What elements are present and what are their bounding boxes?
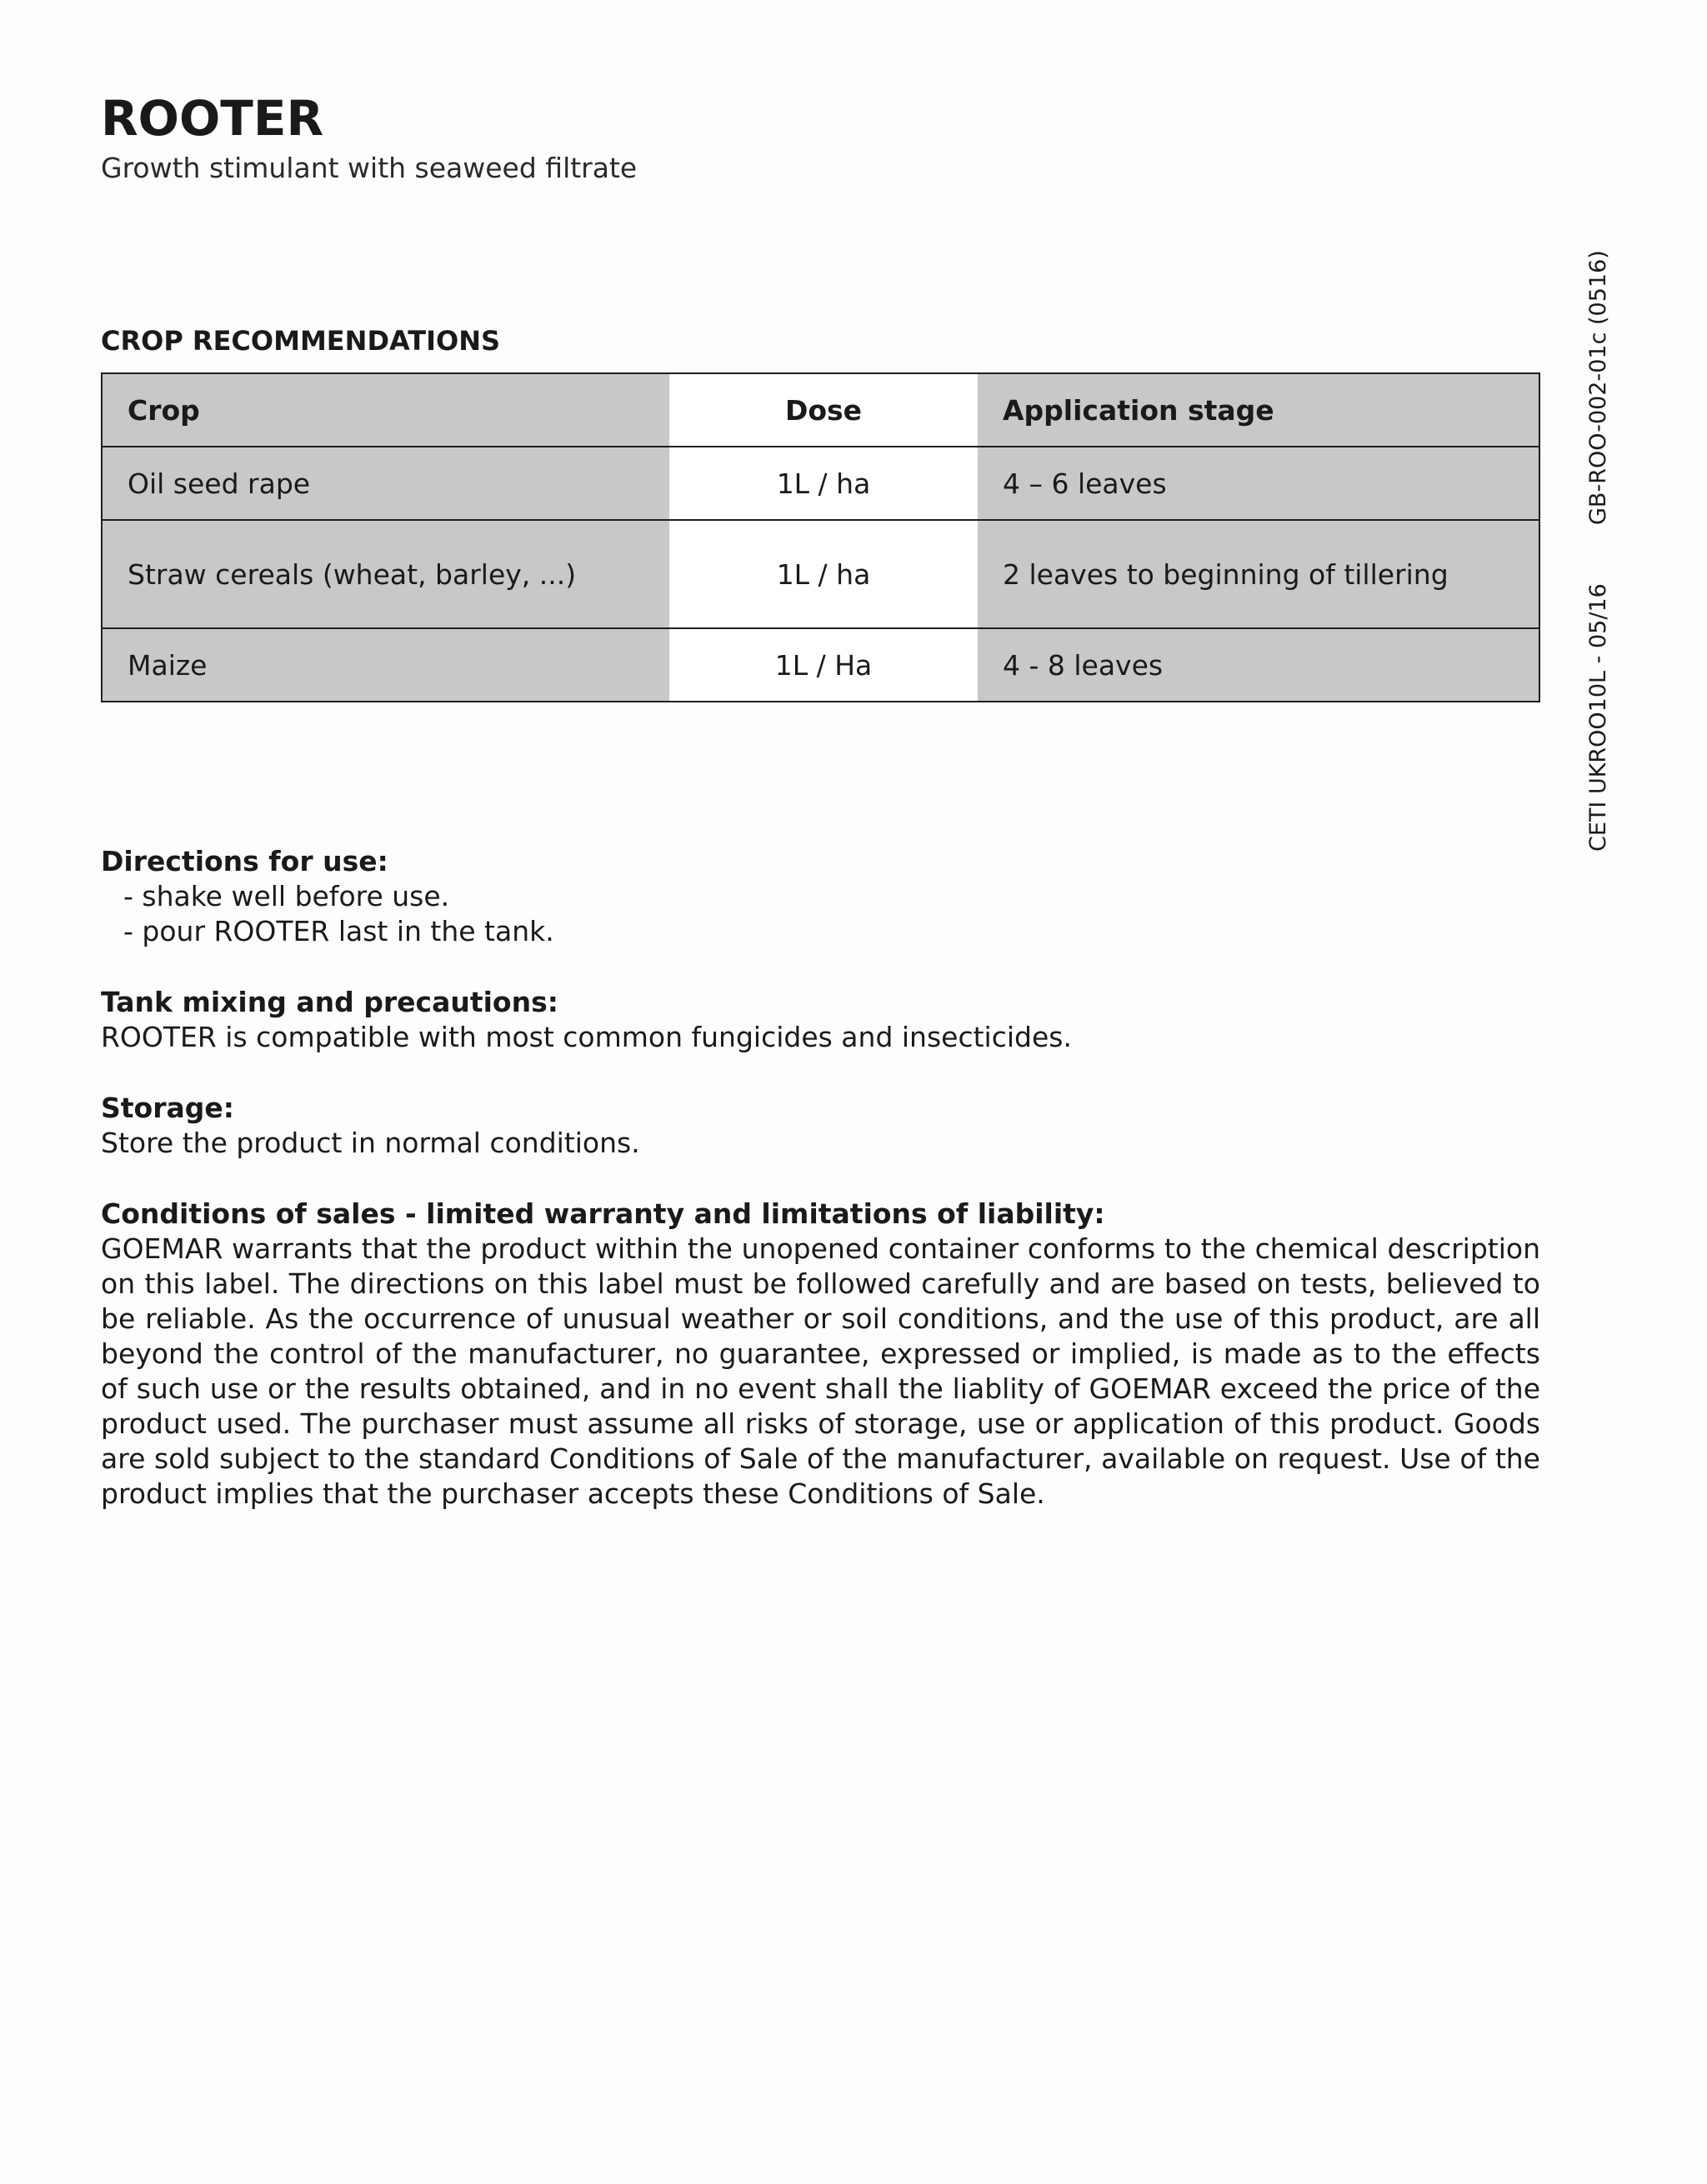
crop-cell: Maize <box>102 628 669 702</box>
crop-recommendations-table <box>101 372 1540 702</box>
crop-cell: Oil seed rape <box>102 447 669 520</box>
stage-cell: 4 – 6 leaves <box>978 447 1539 520</box>
table-header-row <box>102 373 1539 447</box>
directions-section <box>101 844 1540 949</box>
directions-heading: Directions for use: <box>101 845 388 877</box>
tank-mixing-section <box>101 985 1540 1055</box>
directions-item: - shake well before use. <box>123 880 450 912</box>
directions-item: - pour ROOTER last in the tank. <box>123 915 554 947</box>
storage-text: Store the product in normal conditions. <box>101 1127 640 1159</box>
table-row <box>102 447 1539 520</box>
stage-cell: 2 leaves to beginning of tillering <box>978 520 1539 628</box>
column-header-crop: Crop <box>102 373 669 447</box>
dose-cell: 1L / Ha <box>669 628 978 702</box>
product-title: ROOTER <box>101 90 324 147</box>
dose-cell: 1L / ha <box>669 520 978 628</box>
conditions-section <box>101 1197 1540 1512</box>
conditions-heading: Conditions of sales - limited warranty and limitations of liability: <box>101 1197 1105 1230</box>
stage-cell: 4 - 8 leaves <box>978 628 1539 702</box>
side-code-bottom: CETI UKROO10L - 05/16 <box>1585 583 1611 852</box>
storage-heading: Storage: <box>101 1092 234 1124</box>
crop-recommendations-heading: CROP RECOMMENDATIONS <box>101 325 501 357</box>
column-header-application-stage: Application stage <box>978 373 1539 447</box>
dose-cell: 1L / ha <box>669 447 978 520</box>
tank-mixing-text: ROOTER is compatible with most common fungicides and insecticides. <box>101 1021 1072 1053</box>
product-subtitle: Growth stimulant with seaweed filtrate <box>101 152 638 184</box>
storage-section <box>101 1091 1540 1161</box>
tank-mixing-heading: Tank mixing and precautions: <box>101 986 558 1018</box>
column-header-dose: Dose <box>669 373 978 447</box>
crop-cell: Straw cereals (wheat, barley, ...) <box>102 520 669 628</box>
table-row <box>102 628 1539 702</box>
conditions-text: GOEMAR warrants that the product within the unopened container conforms to the chemical description on this label. The directions on this label must be followed carefully and are based on tests, believed to be reliable. As the occurrence of unusual weather or soil conditions, and the use of this product, are all beyond the control of the manufacturer, no guarantee, expressed or implied, is made as to the effects of such use or the results obtained, and in no event shall the liablity of GOEMAR exceed the price of the product used. The purchaser must assume all risks of storage, use or application of this product. Goods are sold subject to the standard Conditions of Sale of the manufacturer, available on request. Use of the product implies that the purchaser accepts these Conditions of Sale. <box>101 1232 1540 1510</box>
table-row <box>102 520 1539 628</box>
side-code-top: GB-ROO-002-01c (0516) <box>1585 250 1611 525</box>
